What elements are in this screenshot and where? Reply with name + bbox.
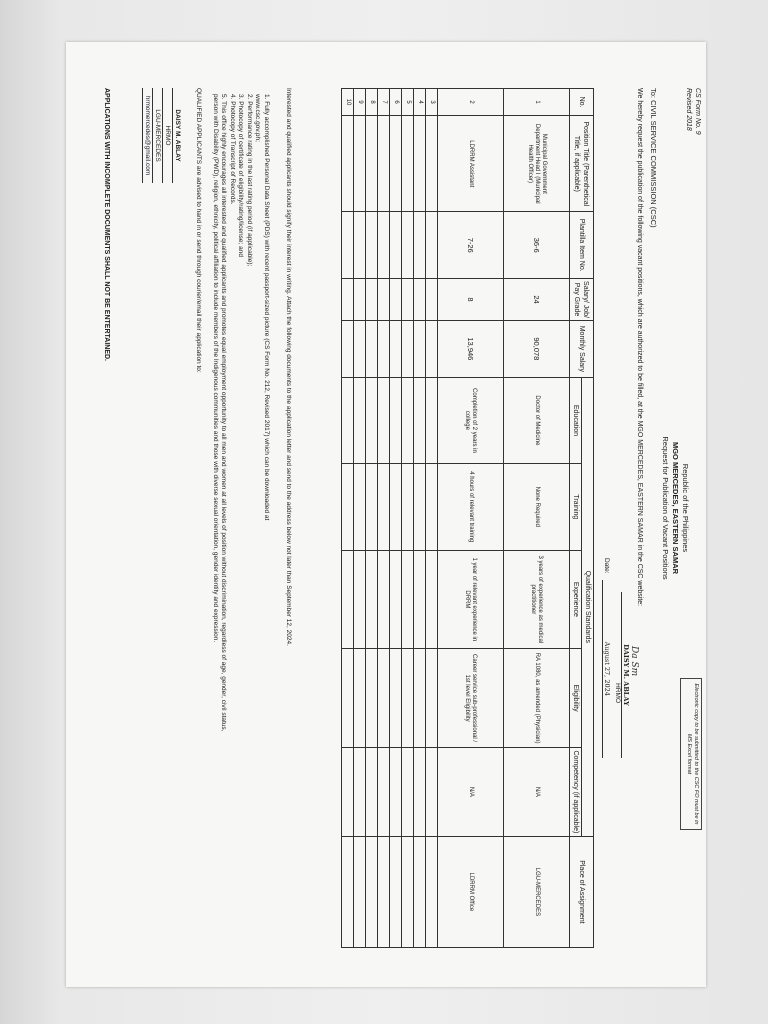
addressee: To: CIVIL SERVICE COMMISSION (CSC) [649,88,658,228]
col-header-eligibility: Eligibility [570,649,582,748]
col-header-position: Position Title (Parenthetical Title, if applicable) [570,116,594,212]
cell-no: 6 [390,89,402,116]
table-row [366,89,378,948]
cell-experience: 1 year of relevant experience in DRRM [438,550,504,649]
form-revised-label: Revised 2018 [685,88,692,131]
col-header-qualification: Qualification Standards [582,377,594,836]
cell-place: LDRRM Office [438,836,504,947]
cell-plantilla: 36-6 [504,212,570,279]
table-row [438,89,504,948]
signature-scribble: Da Sm [629,646,639,677]
contact-position: HRMO [162,88,172,183]
cell-no: 9 [354,89,366,116]
date-row [602,558,611,758]
cell-position: LDRRM Assistant [438,116,504,212]
signatory-position: HRMO [614,683,621,703]
cell-training: None Required [504,464,570,550]
requirement-item: 1. Fully accomplished Personal Data Sheet (PDS) with recent passport-sized picture (CS Form No. 212, Revised 2017) which can be downloaded at [263,94,270,521]
cell-monthly-salary: 90,078 [504,320,570,377]
col-header-monthly-salary: Monthly Salary [570,320,594,377]
cell-no: 3 [426,89,438,116]
table-header-row [582,89,594,948]
cell-no: 4 [414,89,426,116]
requirements-list [211,94,271,954]
agency-name: MGO MERCEDES, EASTERN SAMAR [671,441,680,575]
intro-paragraph: We hereby request the publication of the following vacant positions, which are authorized to be filled, at the MGO MERCEDES, EASTERN SAMAR in the CSC website: [636,88,643,607]
rotated-form-content [92,88,702,968]
incomplete-documents-notice: APPLICATIONS WITH INCOMPLETE DOCUMENTS SHALL NOT BE ENTERTAINED. [103,88,110,361]
cell-position: Municipal Government Department Head I (Municipal Health Officer) [504,116,570,212]
cell-place: LGU-MERCEDES [504,836,570,947]
requirement-item: person with Disability (PWD), religion, ethnicity, political affiliation to include members of the Indigenous communities and those with diverse sexual orientation, gender identity and expression. [212,94,219,643]
cell-experience: 3 years of experience as medical practitioner [504,550,570,649]
cell-no: 2 [438,89,504,116]
cell-no: 1 [504,89,570,116]
contact-block [142,88,182,183]
date-value: August 27, 2024 [602,580,611,758]
cell-no: 5 [402,89,414,116]
contact-email: hrmomercedes@gmail.com [142,88,152,183]
cell-competency: N/A [504,747,570,836]
cell-plantilla: 7-26 [438,212,504,279]
cell-eligibility: RA 1080, as amended (Physician) [504,649,570,748]
qualified-applicants-note: QUALIFIED APPLICANTS are advised to hand in or send through courier/email their application to: [195,88,202,373]
requirement-item: 2. Performance rating in the last rating period (if applicable); [246,94,253,267]
col-header-competency: Competency (if applicable) [570,747,582,836]
cell-education: Doctor of Medicine [504,377,570,463]
requirement-item: 5. This office highly encourages all interested and qualified applicants and promotes equal employment opportunity to all men and women at all levels of position without discrimination, regardless of age, gender, civil status, [220,94,228,732]
requirement-item: 4. Photocopy of Transcript of Records. [229,94,236,205]
form-number [684,88,702,135]
cell-no: 8 [366,89,378,116]
table-row [378,89,390,948]
cell-training: 4 hours of relevant training [438,464,504,550]
table-row [390,89,402,948]
col-header-education: Education [570,377,582,463]
republic-label: Republic of the Philippines [681,463,690,553]
table-row [504,89,570,948]
date-label: Date: [603,558,610,574]
table-row [414,89,426,948]
requirement-item: 3. Photocopy of certificate of eligibility/rating/license; and [237,94,245,257]
cell-no: 7 [378,89,390,116]
signature-block [602,558,639,758]
excel-format-note: Electronic copy to be submitted to the CSC FO must be in MS Excel format [680,678,702,830]
col-header-training: Training [570,464,582,550]
table-row [426,89,438,948]
form-header [660,328,690,688]
table-row [342,89,354,948]
cell-no: 10 [342,89,354,116]
cell-salary-grade: 8 [438,279,504,321]
cell-eligibility: Career service sub-professional / 1st level Eligibility [438,649,504,748]
contact-name: DAISY M. ABLAY [172,88,182,183]
cell-salary-grade: 24 [504,279,570,321]
col-header-no: No. [570,89,594,116]
cell-competency: N/A [438,747,504,836]
signatory-name: DAISY M. ABLAY [621,592,630,758]
col-header-plantilla: Plantilla Item No. [570,212,594,279]
col-header-experience: Experience [570,550,582,649]
instructions-intro: Interested and qualified applicants should signify their interest in writing. Attach the following documents to the application letter and send to the address below not later than September 12, 2024. [285,88,292,646]
contact-office: LGU-MERCEDES [152,88,162,183]
cell-monthly-salary: 13,946 [438,320,504,377]
requirement-item: www.csc.gov.ph; [254,94,262,142]
cell-education: Completion of 2 years in college [438,377,504,463]
form-subtitle: Request for Publication of Vacant Positions [661,436,670,580]
vacant-positions-table [341,88,594,948]
table-row [354,89,366,948]
col-header-place: Place of Assignment [570,836,594,947]
table-row [402,89,414,948]
form-number-label: CS Form No. 9 [694,88,701,135]
col-header-salary-grade: Salary/ Job/ Pay Grade [570,279,594,321]
